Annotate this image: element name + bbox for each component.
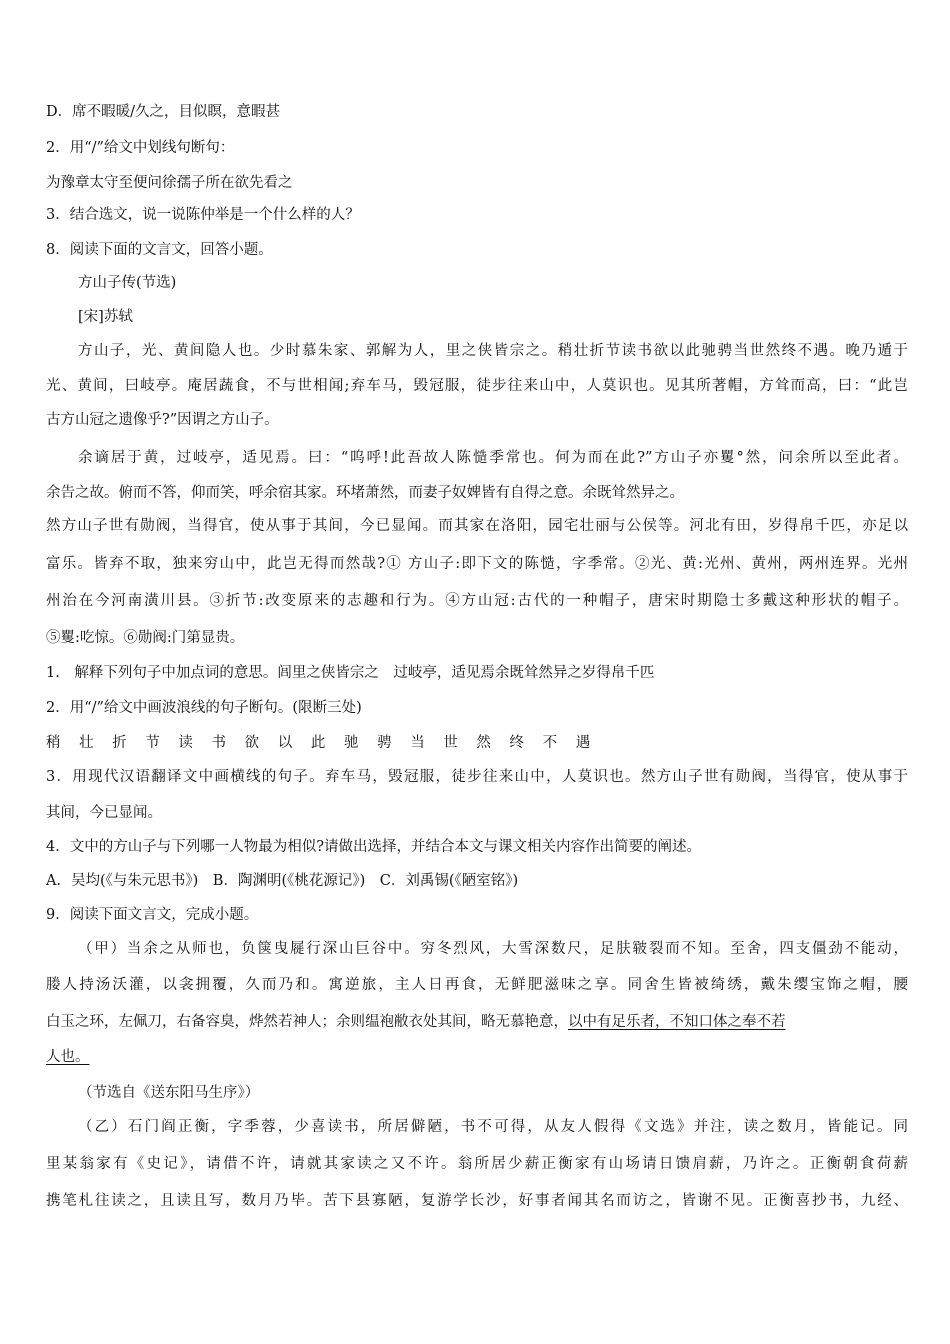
passage-jia-line-3 bbox=[46, 1012, 908, 1032]
passage-paragraph-2-line-1: 余谪居于黄，过岐亭，适见焉。曰：“呜呼!此吾故人陈慥季常也。何为而在此?”方山子亦矍°然，问余所以至此者。 bbox=[78, 450, 908, 466]
subquestion-3-line-2: 其间，今已显闻。 bbox=[46, 805, 162, 821]
passage-yi-line-2: 里某翁家有《史记》，请借不许，请就其家读之又不许。翁所居少薪正衡家有山场请日馈肩薪，乃许之。正衡朝食荷薪 bbox=[46, 1156, 908, 1172]
passage-paragraph-3-line-2: 富乐。皆弃不取，独来穷山中，此岂无得而然哉?① 方山子:即下文的陈慥，字季常。②光、黄:光州、黄州，两州连界。光州 bbox=[46, 556, 908, 572]
question-2-sentence: 为豫章太守至便问徐孺子所在欲先看之 bbox=[46, 175, 293, 191]
passage-jia-line-3-text: 白玉之环，左佩刀，右备容臭，烨然若神人；余则缊袍敝衣处其间，略无慕艳意， bbox=[46, 1014, 568, 1030]
passage-paragraph-1-line-1: 方山子，光、黄间隐人也。少时慕朱家、郭解为人，里之侠皆宗之。稍壮折节读书欲以此驰骋当世然终不遇。晚乃遁于 bbox=[78, 343, 908, 359]
footnotes-line-2: ⑤矍:吃惊。⑥勋阀:门第显贵。 bbox=[46, 630, 245, 646]
passage-yi-line-3: 携笔札往读之，且读且写，数月乃毕。苦下县寡陋，复游学长沙，好事者闻其名而访之，皆谢不见。正衡喜抄书，九经、 bbox=[46, 1193, 908, 1209]
subquestion-1: 1. 解释下列句子中加点词的意思。闾里之侠皆宗之 过岐亭，适见焉余既耸然异之岁得帛千匹 bbox=[46, 665, 655, 681]
section-8-heading: 8．阅读下面的文言文，回答小题。 bbox=[46, 242, 273, 258]
passage-title: 方山子传(节选) bbox=[78, 275, 177, 291]
subquestion-4-options: A．吴均(《与朱元思书》) B．陶渊明(《桃花源记》) C．刘禹锡(《陋室铭》) bbox=[46, 873, 519, 889]
passage-jia-line-1: （甲）当余之从师也，负箧曳屣行深山巨谷中。穷冬烈风，大雪深数尺，足肤皲裂而不知。至舍，四支僵劲不能动， bbox=[78, 941, 908, 957]
passage-jia-line-2: 媵人持汤沃灌，以衾拥覆，久而乃和。寓逆旅，主人日再食，无鲜肥滋味之享。同舍生皆被绮绣，戴朱缨宝饰之帽，腰 bbox=[46, 977, 908, 993]
subquestion-2-sentence: 稍 壮 折 节 读 书 欲 以 此 驰 骋 当 世 然 终 不 遇 bbox=[46, 735, 598, 751]
footnotes-line-1: 州治在今河南潢川县。③折节:改变原来的志趣和行为。④方山冠:古代的一种帽子，唐宋时期隐士多戴这种形状的帽子。 bbox=[46, 593, 908, 609]
subquestion-2: 2．用“/”给文中画波浪线的句子断句。(限断三处) bbox=[46, 700, 362, 716]
subquestion-4: 4．文中的方山子与下列哪一人物最为相似?请做出选择，并结合本文与课文相关内容作出简要的阐述。 bbox=[46, 839, 701, 855]
underlined-sentence: 以中有足乐者，不知口体之奉不若 bbox=[568, 1014, 786, 1030]
subquestion-3-line-1: 3．用现代汉语翻译文中画横线的句子。弃车马，毁冠服，徒步往来山中，人莫识也。然方山子世有勋阀，当得官，使从事于 bbox=[46, 769, 908, 785]
question-3-prompt: 3．结合选文，说一说陈仲举是一个什么样的人？ bbox=[46, 207, 360, 223]
passage-jia-source: （节选自《送东阳马生序》） bbox=[78, 1085, 260, 1101]
passage-author: [宋]苏轼 bbox=[78, 309, 133, 325]
passage-paragraph-2-line-2: 余告之故。俯而不答，仰而笑，呼余宿其家。环堵萧然，而妻子奴婢皆有自得之意。余既耸然异之。 bbox=[46, 485, 684, 501]
passage-paragraph-3-line-1: 然方山子世有勋阀，当得官，使从事于其间，今已显闻。而其家在洛阳，园宅壮丽与公侯等。河北有田，岁得帛千匹，亦足以 bbox=[46, 518, 908, 534]
section-9-heading: 9．阅读下面文言文，完成小题。 bbox=[46, 907, 259, 923]
passage-jia-line-4 bbox=[46, 1047, 908, 1067]
passage-paragraph-1-line-2: 光、黄间，曰岐亭。庵居蔬食，不与世相闻;弃车马，毁冠服，徒步往来山中，人莫识也。见其所著帽，方耸而高，曰：“此岂 bbox=[46, 378, 908, 394]
option-d: D．席不暇暖/久之，目似瞑，意暇甚 bbox=[46, 104, 281, 120]
underlined-sentence-end: 人也。 bbox=[46, 1049, 90, 1065]
passage-paragraph-1-line-3: 古方山冠之遗像乎?”因谓之方山子。 bbox=[46, 412, 279, 428]
question-2-prompt: 2．用“/”给文中划线句断句： bbox=[46, 140, 235, 156]
passage-yi-line-1: （乙）石门阎正衡，字季蓉，少喜读书，所居僻陋，书不可得，从友人假得《文选》并注，读之数月，皆能记。同 bbox=[78, 1119, 908, 1135]
